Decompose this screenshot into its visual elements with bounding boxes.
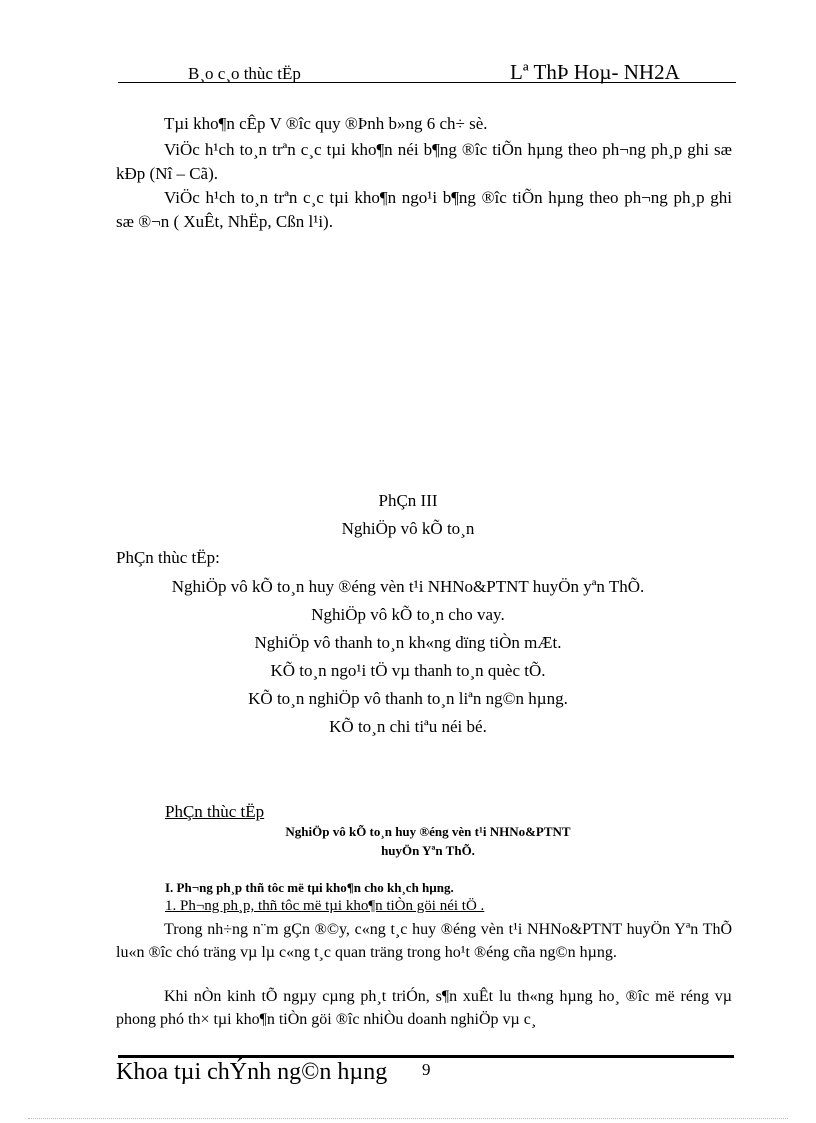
practice-item-3: NghiÖp vô thanh to¸n kh«ng dïng tiÒn mÆt. (254, 633, 562, 652)
section-item-1: 1. Ph¬ng ph¸p, thñ tôc më tµi kho¶n tiÒn göi néi tÖ . (165, 898, 485, 914)
practice-item-2: NghiÖp vô kÕ to¸n cho vay. (311, 605, 505, 624)
intro-paragraph-1: Tµi kho¶n cÊp V ®îc quy ®Þnh b»ng 6 ch÷ sè. (164, 114, 488, 133)
section-subtitle-line2: huyÖn Yªn ThÕ. (381, 843, 475, 858)
practice-item-6: KÕ to¸n chi tiªu néi bé. (329, 717, 487, 736)
header-title: B¸o c¸o thùc tËp (188, 64, 301, 83)
section-heading: PhÇn thùc tËp (165, 802, 265, 821)
section-paragraph-1: Trong nh÷ng n¨m gÇn ®©y, c«ng t¸c huy ®éng vèn t¹i NHNo&PTNT huyÖn Yªn ThÕ lu«n ®îc chó träng vµ lµ c«ng t¸c quan träng trong ho¹t ®éng cña ng©n hµng. (116, 921, 732, 961)
practice-item-1: NghiÖp vô kÕ to¸n huy ®éng vèn t¹i NHNo&PTNT huyÖn yªn ThÕ. (171, 577, 645, 596)
header-rule (118, 82, 736, 83)
practice-item-4: KÕ to¸n ngo¹i tÖ vµ thanh to¸n quèc tÕ. (270, 661, 546, 680)
intro-paragraph-3: ViÖc h¹ch to¸n trªn c¸c tµi kho¶n ngo¹i b¶ng ®îc tiÕn hµng theo ph¬ng ph¸p ghi sæ ®¬n ( XuÊt, NhËp, Cßn l¹i). (116, 188, 732, 231)
page-edge-dots (28, 1118, 788, 1119)
page-number: 9 (422, 1060, 431, 1079)
part-title: NghiÖp vô kÕ to¸n (341, 519, 475, 538)
section-paragraph-2: Khi nÒn kinh tÕ ngµy cµng ph¸t triÓn, s¶n xuÊt lu th«ng hµng ho¸ ®îc më réng vµ phong phó th× tµi kho¶n tiÒn göi ®îc nhiÒu doanh nghiÖp vµ c¸ (116, 988, 732, 1028)
practice-item-5: KÕ to¸n nghiÖp vô thanh to¸n liªn ng©n hµng. (248, 689, 568, 708)
header-author: Lª ThÞ Hoµ- NH2A (510, 60, 680, 84)
footer-rule (118, 1055, 734, 1058)
section-item-I: I. Ph¬ng ph¸p thñ tôc më tµi kho¶n cho kh¸ch hµng. (165, 880, 454, 895)
intro-paragraph-2: ViÖc h¹ch to¸n trªn c¸c tµi kho¶n néi b¶ng ®îc tiÕn hµng theo ph¬ng ph¸p ghi sæ kÐp (Nî – Cã). (116, 140, 732, 183)
practice-label: PhÇn thùc tËp: (116, 548, 220, 567)
part-number: PhÇn III (378, 491, 438, 510)
section-subtitle-line1: NghiÖp vô kÕ to¸n huy ®éng vèn t¹i NHNo&PTNT (285, 824, 571, 839)
footer-department: Khoa tµi chÝnh ng©n hµng (116, 1059, 388, 1085)
